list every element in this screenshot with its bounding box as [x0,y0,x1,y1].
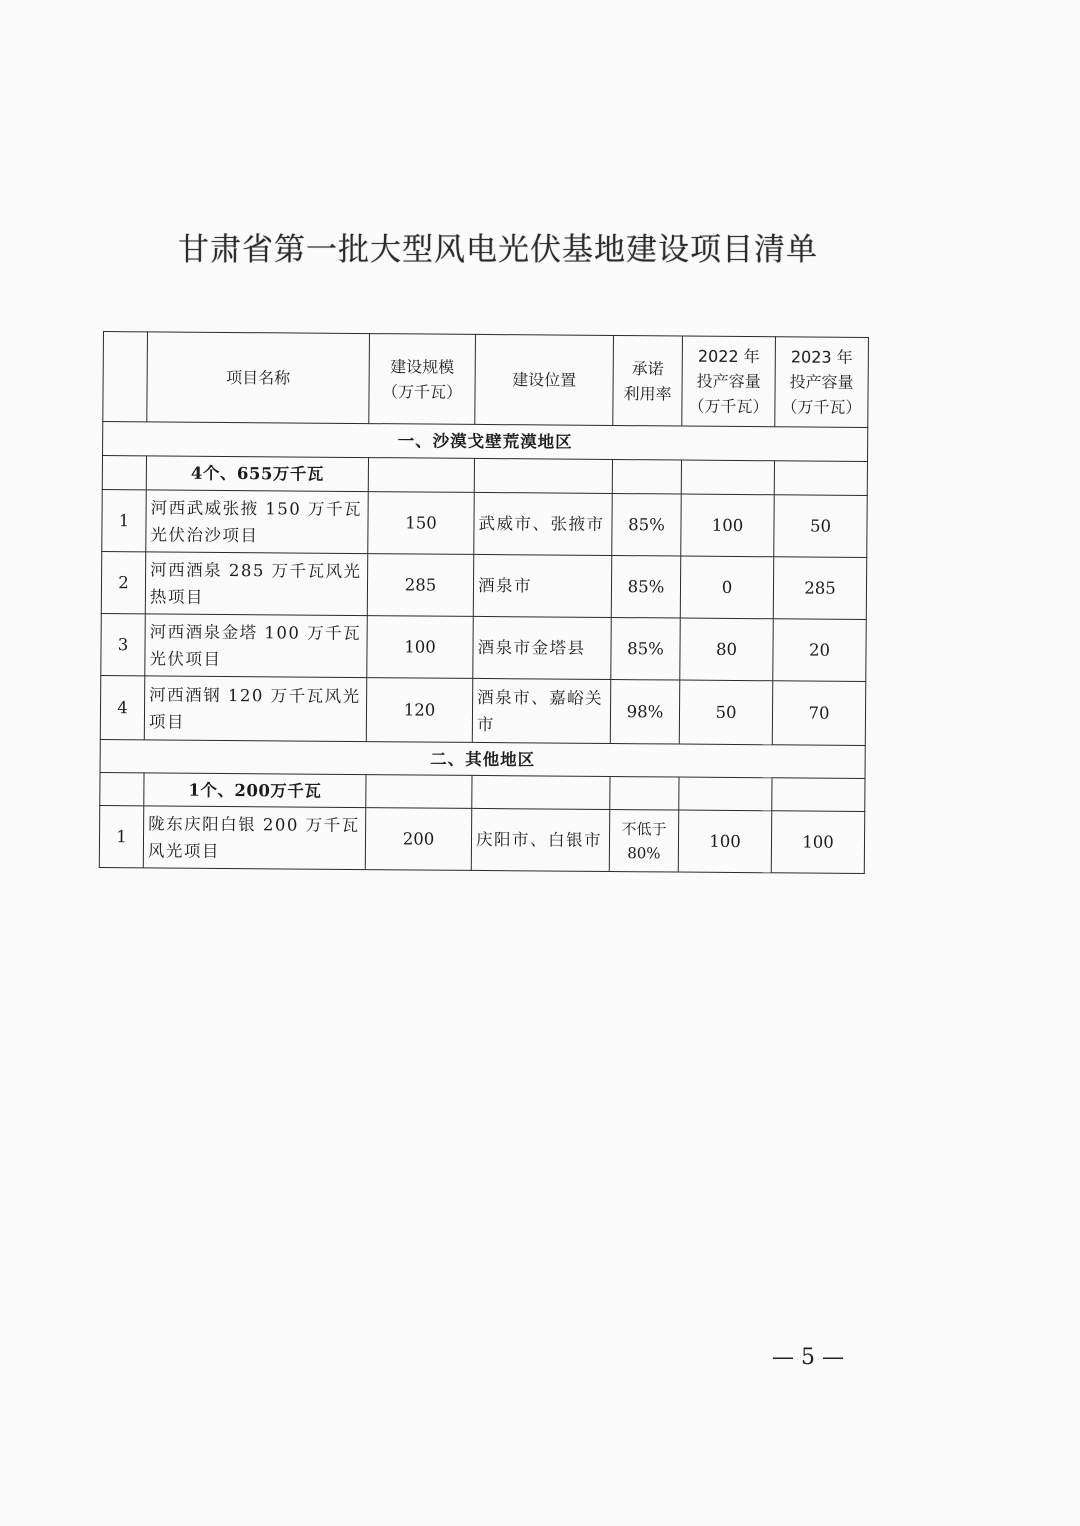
subtotal-empty [474,458,612,493]
header-c22-line3: （万千瓦） [688,396,769,417]
subtotal-empty [610,776,679,810]
header-util-line1: 承诺 [631,358,664,378]
project-list-table [99,331,869,874]
table-row [99,805,864,873]
row-cap-2023: 50 [774,495,867,558]
subtotal-index [102,456,146,490]
row-index: 2 [101,551,145,613]
header-row [103,332,869,428]
row-location: 庆阳市、白银市 [471,808,609,871]
row-scale: 100 [367,616,473,679]
row-name: 河西武威张掖 150 万千瓦光伏治沙项目 [146,490,368,554]
subtotal-empty [368,458,474,493]
subtotal-label: 4个、655万千瓦 [146,456,368,492]
section-title: 一、沙漠戈壁荒漠地区 [103,422,868,462]
subtotal-label: 1个、200万千瓦 [144,773,366,808]
row-location: 酒泉市 [473,554,611,617]
row-cap-2022: 80 [680,618,773,681]
row-utilization: 85% [612,494,681,557]
header-cap-2023 [775,337,869,428]
row-name: 河西酒泉 285 万千瓦风光热项目 [145,552,367,616]
header-c23-line3: （万千瓦） [781,397,862,417]
row-cap-2023: 70 [772,681,865,746]
row-utilization: 不低于80% [609,809,678,872]
row-location: 武威市、张掖市 [474,492,612,555]
row-cap-2023: 20 [773,619,866,682]
header-cap-2022 [682,336,776,427]
row-name: 河西酒钢 120 万千瓦风光项目 [144,676,366,742]
row-scale: 150 [368,492,474,555]
row-cap-2023: 100 [771,811,864,874]
row-location: 酒泉市金塔县 [473,616,611,679]
row-utilization: 98% [610,679,680,744]
subtotal-empty [679,777,772,811]
row-index: 1 [102,489,146,551]
row-name: 河西酒泉金塔 100 万千瓦光伏项目 [145,614,367,678]
document-title: 甘肃省第一批大型风电光伏基地建设项目清单 [178,232,818,268]
subtotal-empty [612,460,681,495]
table-row [100,675,865,745]
table-row [102,489,867,557]
header-location: 建设位置 [475,334,614,425]
table-row [101,613,866,681]
row-index: 1 [99,805,143,867]
subtotal-empty [774,461,867,496]
subtotal-index [100,772,144,805]
row-cap-2022: 100 [678,810,771,873]
header-utilization [613,336,683,427]
subtotal-empty [472,775,610,809]
row-cap-2022: 100 [681,494,774,557]
row-scale: 200 [365,808,471,871]
row-scale: 285 [367,554,473,617]
header-scale-line1: 建设规模 [390,356,455,377]
row-utilization: 85% [611,556,680,619]
subtotal-empty [366,775,472,809]
header-c23-line1: 2023 年 [790,347,853,367]
header-name: 项目名称 [147,332,370,424]
header-scale-line2: （万千瓦） [381,381,463,402]
row-cap-2022: 0 [680,556,773,619]
row-scale: 120 [366,678,472,743]
row-location: 酒泉市、嘉峪关市 [472,678,610,743]
header-c22-line2: 投产容量 [696,371,761,392]
header-c23-line2: 投产容量 [789,372,854,392]
table-row [101,551,866,619]
header-c22-line1: 2022 年 [697,346,760,367]
section-title: 二、其他地区 [100,739,865,778]
header-index [103,332,148,422]
row-cap-2023: 285 [773,557,866,620]
row-index: 4 [100,675,145,739]
subtotal-empty [772,778,865,812]
subtotal-empty [681,460,774,495]
row-name: 陇东庆阳白银 200 万千瓦风光项目 [143,806,365,870]
row-cap-2022: 50 [679,680,772,745]
page-number: — 5 — [772,1345,844,1370]
row-utilization: 85% [611,618,680,681]
header-util-line2: 利用率 [623,383,672,403]
header-scale [369,334,476,425]
row-index: 3 [101,613,145,675]
